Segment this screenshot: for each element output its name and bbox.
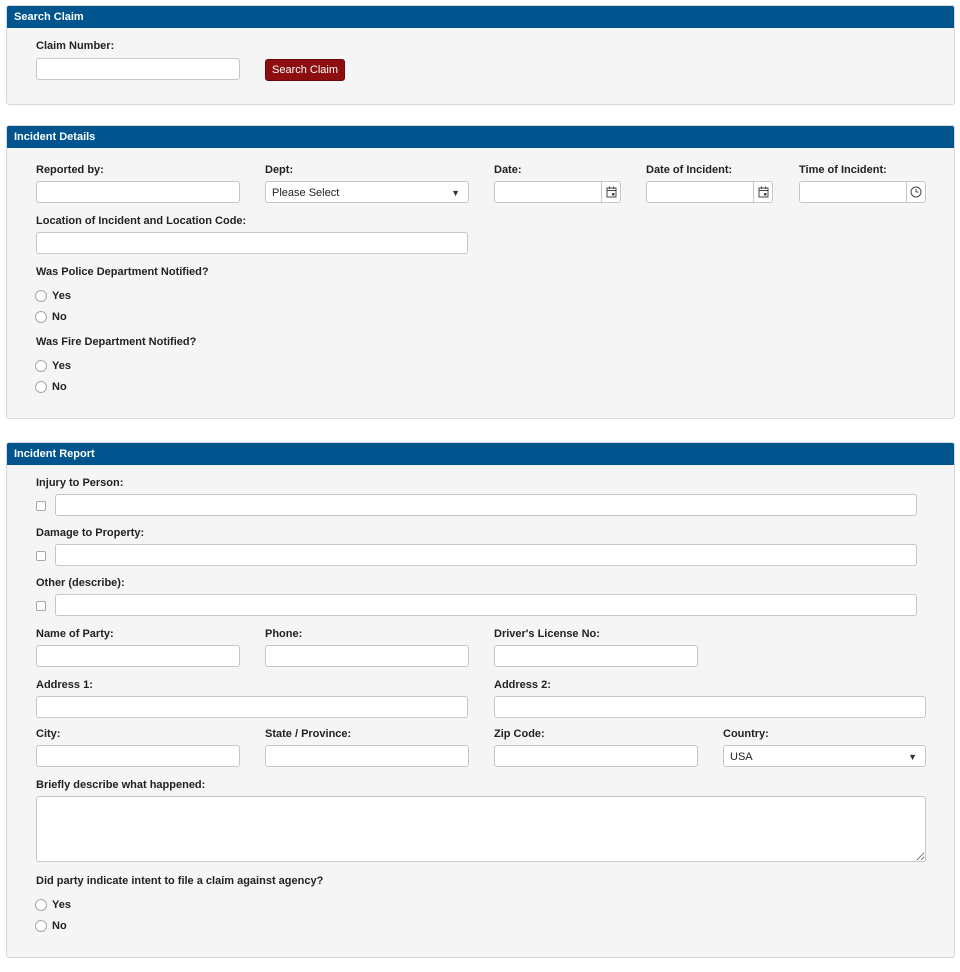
fire-no-label: No [52, 381, 67, 393]
zip-code-input[interactable] [494, 745, 698, 767]
caret-down-icon: ▼ [451, 188, 460, 198]
country-select[interactable] [723, 745, 926, 767]
incident-report-panel [6, 442, 955, 958]
dept-label: Dept: [265, 164, 294, 176]
fire-yes-option[interactable] [35, 360, 71, 372]
address2-input[interactable] [494, 696, 926, 718]
name-of-party-input[interactable] [36, 645, 240, 667]
reported-by-input[interactable] [36, 181, 240, 203]
police-yes-radio[interactable] [35, 290, 47, 302]
address1-input[interactable] [36, 696, 468, 718]
claim-intent-question: Did party indicate intent to file a claim against agency? [36, 875, 324, 887]
caret-down-icon: ▼ [908, 752, 917, 762]
other-checkbox[interactable] [36, 601, 46, 611]
reported-by-label: Reported by: [36, 164, 104, 176]
date-of-incident-input[interactable] [646, 181, 773, 203]
drivers-license-input[interactable] [494, 645, 698, 667]
drivers-license-label: Driver's License No: [494, 628, 600, 640]
state-province-input[interactable] [265, 745, 469, 767]
claim-intent-no-radio[interactable] [35, 920, 47, 932]
state-province-label: State / Province: [265, 728, 352, 740]
claim-intent-yes-radio[interactable] [35, 899, 47, 911]
location-label: Location of Incident and Location Code: [36, 215, 247, 227]
injury-label: Injury to Person: [36, 477, 124, 489]
describe-label: Briefly describe what happened: [36, 779, 206, 791]
police-yes-option[interactable] [35, 290, 71, 302]
police-yes-label: Yes [52, 290, 71, 302]
incident-details-header: Incident Details [7, 126, 954, 148]
describe-textarea[interactable] [36, 796, 926, 862]
other-label: Other (describe): [36, 577, 125, 589]
date-label: Date: [494, 164, 522, 176]
dept-select[interactable] [265, 181, 469, 203]
claim-intent-yes-option[interactable] [35, 899, 71, 911]
country-selected-value: USA [730, 751, 753, 763]
search-claim-panel [6, 5, 955, 105]
claim-intent-yes-label: Yes [52, 899, 71, 911]
location-input[interactable] [36, 232, 468, 254]
fire-question: Was Fire Department Notified? [36, 336, 197, 348]
dept-selected-value: Please Select [272, 187, 340, 199]
fire-yes-label: Yes [52, 360, 71, 372]
search-claim-button[interactable]: Search Claim [265, 59, 345, 81]
incident-report-header: Incident Report [7, 443, 954, 465]
injury-checkbox[interactable] [36, 501, 46, 511]
police-no-label: No [52, 311, 67, 323]
city-label: City: [36, 728, 61, 740]
country-label: Country: [723, 728, 769, 740]
police-question: Was Police Department Notified? [36, 266, 209, 278]
search-claim-header: Search Claim [7, 6, 954, 28]
injury-input[interactable] [55, 494, 917, 516]
zip-code-label: Zip Code: [494, 728, 545, 740]
claim-number-input[interactable] [36, 58, 240, 80]
clock-icon[interactable] [906, 182, 925, 202]
phone-input[interactable] [265, 645, 469, 667]
name-of-party-label: Name of Party: [36, 628, 114, 640]
phone-label: Phone: [265, 628, 303, 640]
claim-intent-no-label: No [52, 920, 67, 932]
fire-yes-radio[interactable] [35, 360, 47, 372]
date-input[interactable] [494, 181, 621, 203]
police-no-radio[interactable] [35, 311, 47, 323]
date-of-incident-label: Date of Incident: [646, 164, 733, 176]
incident-details-panel [6, 125, 955, 419]
claim-number-label: Claim Number: [36, 40, 115, 52]
address2-label: Address 2: [494, 679, 551, 691]
damage-label: Damage to Property: [36, 527, 145, 539]
city-input[interactable] [36, 745, 240, 767]
calendar-icon[interactable] [601, 182, 620, 202]
fire-no-radio[interactable] [35, 381, 47, 393]
damage-checkbox[interactable] [36, 551, 46, 561]
claim-intent-no-option[interactable] [35, 920, 67, 932]
time-of-incident-input[interactable] [799, 181, 926, 203]
address1-label: Address 1: [36, 679, 93, 691]
police-no-option[interactable] [35, 311, 67, 323]
calendar-icon[interactable] [753, 182, 772, 202]
damage-input[interactable] [55, 544, 917, 566]
fire-no-option[interactable] [35, 381, 67, 393]
other-input[interactable] [55, 594, 917, 616]
time-of-incident-label: Time of Incident: [799, 164, 887, 176]
